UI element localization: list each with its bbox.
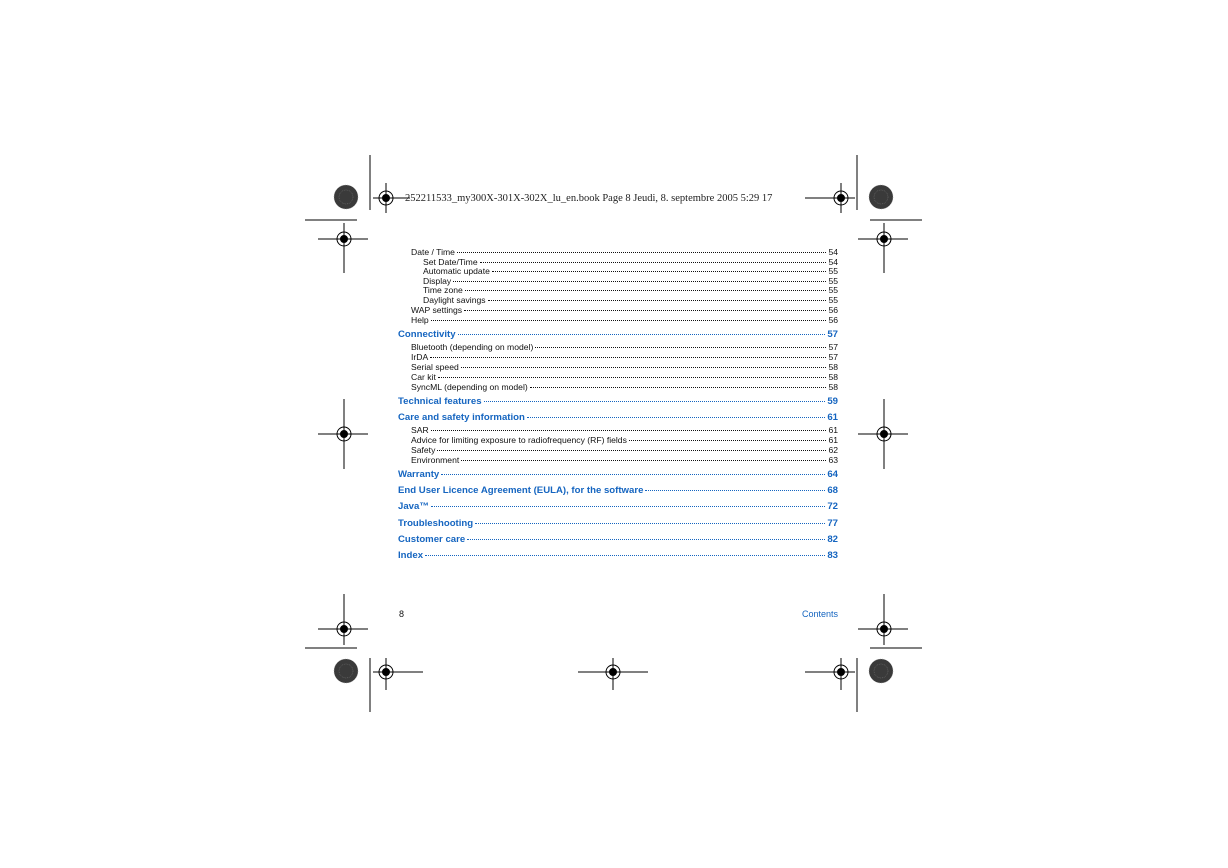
toc-entry[interactable] [398, 455, 838, 465]
toc-entry-title: Care and safety information [398, 412, 525, 423]
toc-entry-page: 59 [827, 396, 838, 407]
toc-entry-title: Time zone [423, 285, 463, 295]
toc-entry[interactable] [398, 372, 838, 382]
toc-entry-page: 55 [828, 294, 838, 305]
print-slug-header: 252211533_my300X-301X-302X_lu_en.book Page 8 Jeudi, 8. septembre 2005 5:29 17 [405, 193, 773, 204]
toc-entry[interactable] [398, 266, 838, 276]
crosshair-icon [858, 594, 908, 645]
toc-entry[interactable] [398, 352, 838, 362]
dot-leader [488, 300, 827, 301]
crosshair-icon [805, 183, 855, 213]
dot-leader [461, 367, 827, 368]
toc-entry-title: Car kit [411, 371, 436, 382]
star-target-icon [334, 659, 358, 683]
toc-chapter-entry[interactable] [398, 501, 838, 512]
crosshair-icon [318, 223, 368, 273]
toc-entry-page: 56 [828, 304, 838, 315]
toc-entry[interactable] [398, 315, 838, 325]
toc-chapter-entry[interactable] [398, 412, 838, 423]
dot-leader [480, 262, 827, 263]
toc-entry-title: SyncML (depending on model) [411, 381, 528, 392]
toc-entry-page: 61 [827, 412, 838, 423]
dot-leader [467, 539, 825, 540]
toc-entry-page: 83 [827, 550, 838, 561]
toc-entry-page: 64 [827, 469, 838, 480]
toc-entry-title: Troubleshooting [398, 517, 474, 529]
toc-entry-page: 82 [827, 533, 838, 545]
dot-leader [431, 320, 827, 321]
toc-entry-page: 63 [828, 454, 838, 465]
toc-entry[interactable] [398, 257, 838, 267]
toc-entry-page: 77 [827, 517, 838, 529]
toc-entry[interactable] [398, 362, 838, 372]
toc-entry-title: Warranty [398, 469, 440, 480]
toc-entry-page: 61 [828, 434, 838, 445]
toc-entry-title: Help [411, 315, 429, 325]
crosshair-icon [373, 658, 423, 690]
dot-leader [629, 440, 827, 441]
toc-entry[interactable] [398, 285, 838, 295]
dot-leader [530, 387, 827, 388]
toc-entry-title: Display [423, 275, 452, 286]
crosshair-icon [858, 399, 908, 469]
toc-chapter-entry[interactable] [398, 329, 838, 340]
dot-leader [492, 271, 827, 272]
toc-entry-title: Bluetooth (depending on model) [411, 341, 534, 352]
toc-entry-title: WAP settings [411, 304, 463, 315]
toc-entry-title: Connectivity [398, 329, 456, 340]
toc-entry[interactable] [398, 295, 838, 305]
toc-chapter-entry[interactable] [398, 485, 838, 496]
toc-entry-page: 55 [828, 275, 838, 286]
star-target-icon [334, 185, 358, 209]
crosshair-icon [858, 223, 908, 273]
dot-leader [453, 281, 826, 282]
toc-chapter-entry[interactable] [398, 534, 838, 545]
dot-leader [484, 401, 826, 402]
dot-leader [431, 506, 825, 507]
toc-entry-title: Daylight savings [423, 294, 486, 305]
toc-entry-page: 57 [827, 329, 838, 340]
toc-entry-page: 61 [828, 424, 838, 435]
toc-entry-title: Index [398, 550, 424, 561]
page-number: 8 [399, 609, 405, 619]
dot-leader [475, 523, 825, 524]
dot-leader [464, 310, 826, 311]
toc-entry-title: Safety [411, 444, 436, 455]
toc-entry-title: Automatic update [423, 266, 490, 276]
dot-leader [465, 290, 827, 291]
toc-chapter-entry[interactable] [398, 396, 838, 407]
toc-entry[interactable] [398, 305, 838, 315]
toc-entry[interactable] [398, 247, 838, 257]
toc-entry-page: 58 [828, 371, 838, 382]
toc-entry-page: 58 [828, 381, 838, 392]
dot-leader [527, 417, 825, 418]
toc-entry[interactable] [398, 276, 838, 286]
star-target-icon [869, 659, 893, 683]
toc-entry-title: SAR [411, 424, 429, 435]
toc-entry-title: IrDA [411, 351, 429, 362]
toc-entry-title: Advice for limiting exposure to radiofrequency (RF) fields [411, 434, 627, 445]
toc-entry-page: 54 [828, 247, 838, 257]
dot-leader [437, 450, 826, 451]
crosshair-icon [318, 594, 368, 645]
toc-entry-title: Customer care [398, 533, 466, 545]
toc-entry[interactable] [398, 342, 838, 352]
dot-leader [457, 252, 826, 253]
crosshair-icon [578, 658, 648, 690]
toc-entry-page: 62 [828, 444, 838, 455]
crosshair-icon [805, 658, 855, 690]
dot-leader [425, 555, 825, 556]
dot-leader [441, 474, 825, 475]
toc-entry-title: Environment [411, 454, 460, 465]
toc-entry-page: 68 [827, 485, 838, 496]
toc-entry-title: Java™ [398, 501, 429, 512]
dot-leader [645, 490, 825, 491]
dot-leader [458, 334, 826, 335]
toc-chapter-entry[interactable] [398, 550, 838, 561]
toc-entry-title: Set Date/Time [423, 256, 478, 267]
toc-entry[interactable] [398, 425, 838, 435]
toc-entry-page: 57 [828, 351, 838, 362]
toc-entry[interactable] [398, 435, 838, 445]
toc-entry-page: 58 [828, 361, 838, 372]
toc-entry-page: 72 [827, 501, 838, 512]
toc-entry-title: End User Licence Agreement (EULA), for the software [398, 485, 644, 496]
toc-entry-title: Serial speed [411, 361, 459, 372]
toc-entry-page: 54 [828, 256, 838, 267]
toc-entry-page: 55 [828, 285, 838, 295]
toc-entry-title: Technical features [398, 396, 482, 407]
toc-chapter-entry[interactable] [398, 469, 838, 480]
toc-chapter-entry[interactable] [398, 518, 838, 529]
toc-entry-page: 56 [828, 315, 838, 325]
footer-section-title: Contents [802, 609, 839, 619]
dot-leader [430, 357, 826, 358]
dot-leader [461, 460, 826, 461]
dot-leader [438, 377, 827, 378]
toc-entry[interactable] [398, 445, 838, 455]
crosshair-icon [318, 399, 368, 469]
dot-leader [431, 430, 827, 431]
toc-entry-page: 57 [828, 341, 838, 352]
toc-entry-page: 55 [828, 266, 838, 276]
toc-entry[interactable] [398, 382, 838, 392]
toc-entry-title: Date / Time [411, 247, 455, 257]
star-target-icon [869, 185, 893, 209]
dot-leader [535, 347, 826, 348]
